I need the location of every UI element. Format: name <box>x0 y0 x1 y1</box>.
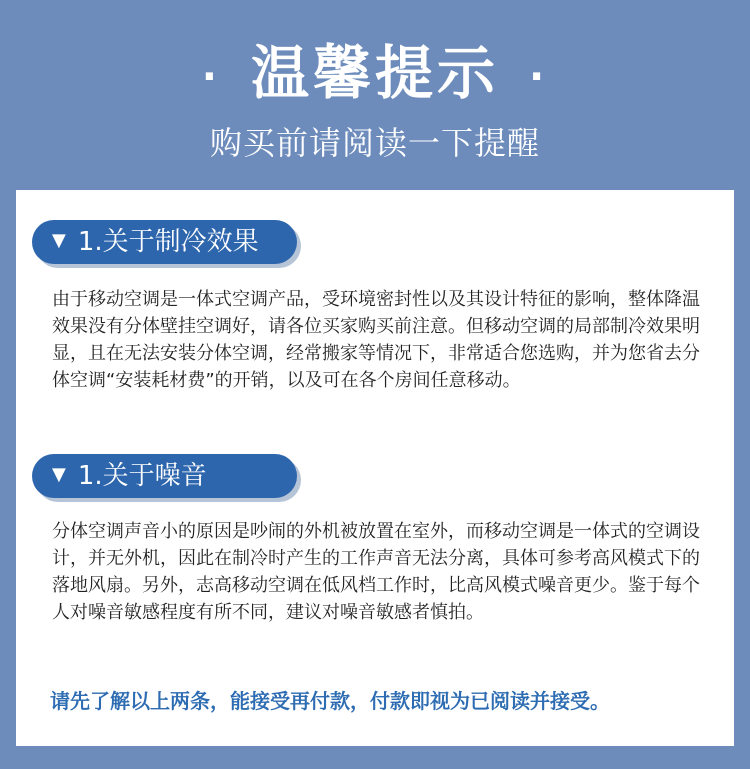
section-title-cooling: 1.关于制冷效果 <box>77 227 259 257</box>
section-heading-cooling <box>32 220 297 264</box>
title-dot-right: · <box>529 53 549 100</box>
title-dot-left: · <box>201 53 221 100</box>
notice-card <box>16 190 734 746</box>
footer-note: 请先了解以上两条，能接受再付款，付款即视为已阅读并接受。 <box>50 689 610 713</box>
section-heading-noise <box>32 454 297 498</box>
section-body-cooling: 由于移动空调是一体式空调产品，受环境密封性以及其设计特征的影响，整体降温效果没有分体壁挂空调好，请各位买家购买前注意。但移动空调的局部制冷效果明显，且在无法安装分体空调，经常搬家等情况下，非常适合您选购，并为您省去分体空调“安装耗材费”的开销，以及可在各个房间任意移动。 <box>52 289 700 391</box>
page-title <box>0 26 750 110</box>
triangle-down-icon: ▼ <box>52 463 66 485</box>
section-body-noise: 分体空调声音小的原因是吵闹的外机被放置在室外，而移动空调是一体式的空调设计，并无外机，因此在制冷时产生的工作声音无法分离，具体可参考高风模式下的落地风扇。另外，志高移动空调在低风档工作时，比高风模式噪音更少。鉴于每个人对噪音敏感程度有所不同，建议对噪音敏感者慎拍。 <box>52 521 700 623</box>
page-subtitle: 购买前请阅读一下提醒 <box>209 124 540 162</box>
section-title-noise: 1.关于噪音 <box>77 461 207 491</box>
title-text: 温馨提示 <box>250 39 499 107</box>
triangle-down-icon: ▼ <box>52 229 66 251</box>
